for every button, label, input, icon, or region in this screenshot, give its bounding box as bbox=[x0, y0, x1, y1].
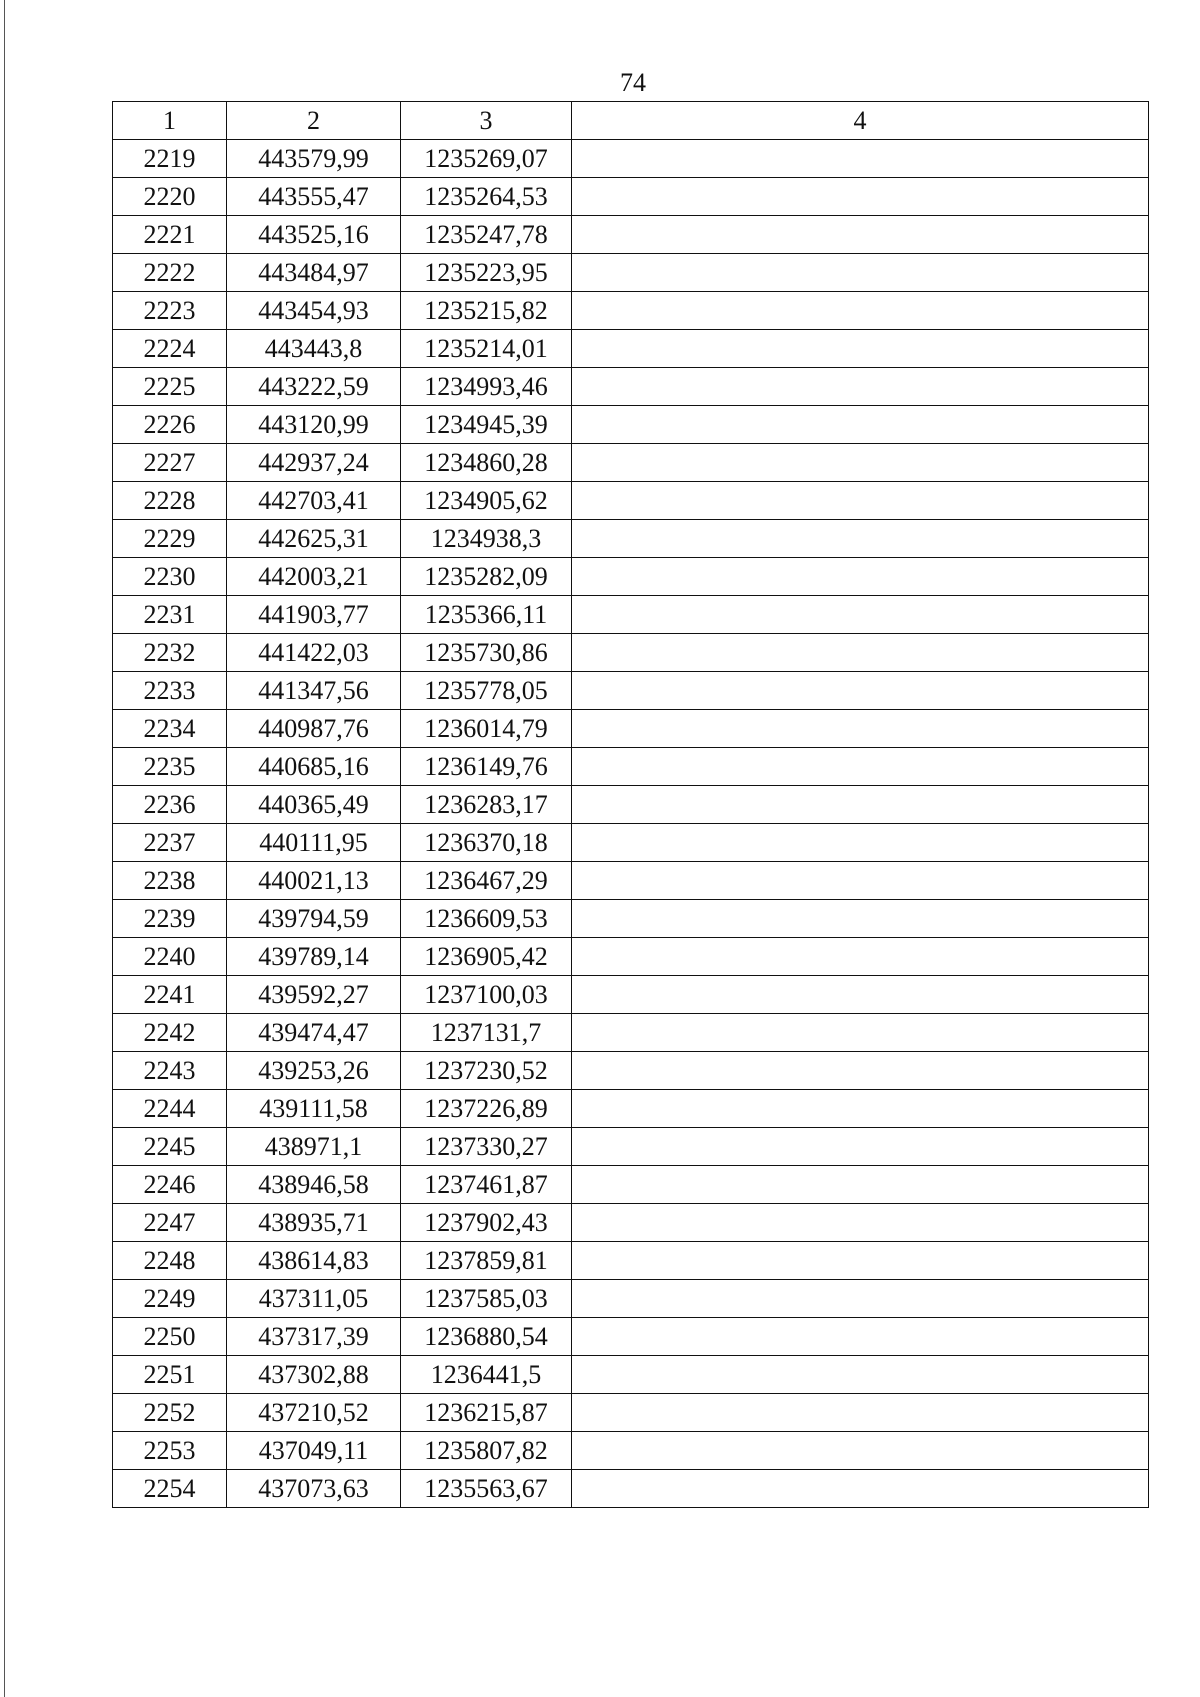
y-coordinate-cell: 1236370,18 bbox=[401, 824, 572, 862]
table-row bbox=[113, 1470, 1149, 1508]
coordinates-table bbox=[112, 101, 1149, 1508]
point-number-cell: 2246 bbox=[113, 1166, 227, 1204]
y-coordinate-cell: 1236905,42 bbox=[401, 938, 572, 976]
point-number-cell: 2243 bbox=[113, 1052, 227, 1090]
point-number-cell: 2238 bbox=[113, 862, 227, 900]
y-coordinate-cell: 1237585,03 bbox=[401, 1280, 572, 1318]
table-row bbox=[113, 824, 1149, 862]
x-coordinate-cell: 437317,39 bbox=[227, 1318, 401, 1356]
point-number-cell: 2235 bbox=[113, 748, 227, 786]
note-cell bbox=[572, 178, 1149, 216]
y-coordinate-cell: 1235807,82 bbox=[401, 1432, 572, 1470]
point-number-cell: 2242 bbox=[113, 1014, 227, 1052]
x-coordinate-cell: 443443,8 bbox=[227, 330, 401, 368]
point-number-cell: 2223 bbox=[113, 292, 227, 330]
y-coordinate-cell: 1236014,79 bbox=[401, 710, 572, 748]
point-number-cell: 2233 bbox=[113, 672, 227, 710]
y-coordinate-cell: 1234905,62 bbox=[401, 482, 572, 520]
point-number-cell: 2225 bbox=[113, 368, 227, 406]
note-cell bbox=[572, 1166, 1149, 1204]
note-cell bbox=[572, 216, 1149, 254]
point-number-cell: 2237 bbox=[113, 824, 227, 862]
y-coordinate-cell: 1236149,76 bbox=[401, 748, 572, 786]
x-coordinate-cell: 442003,21 bbox=[227, 558, 401, 596]
x-coordinate-cell: 440111,95 bbox=[227, 824, 401, 862]
x-coordinate-cell: 438971,1 bbox=[227, 1128, 401, 1166]
note-cell bbox=[572, 330, 1149, 368]
point-number-cell: 2251 bbox=[113, 1356, 227, 1394]
point-number-cell: 2222 bbox=[113, 254, 227, 292]
table-row bbox=[113, 444, 1149, 482]
note-cell bbox=[572, 1014, 1149, 1052]
column-header-3: 3 bbox=[401, 102, 572, 140]
x-coordinate-cell: 437210,52 bbox=[227, 1394, 401, 1432]
note-cell bbox=[572, 976, 1149, 1014]
point-number-cell: 2252 bbox=[113, 1394, 227, 1432]
x-coordinate-cell: 441903,77 bbox=[227, 596, 401, 634]
point-number-cell: 2224 bbox=[113, 330, 227, 368]
y-coordinate-cell: 1237226,89 bbox=[401, 1090, 572, 1128]
note-cell bbox=[572, 254, 1149, 292]
x-coordinate-cell: 442703,41 bbox=[227, 482, 401, 520]
note-cell bbox=[572, 1242, 1149, 1280]
x-coordinate-cell: 437302,88 bbox=[227, 1356, 401, 1394]
note-cell bbox=[572, 292, 1149, 330]
point-number-cell: 2227 bbox=[113, 444, 227, 482]
page-left-edge-line bbox=[4, 0, 5, 1697]
note-cell bbox=[572, 596, 1149, 634]
note-cell bbox=[572, 1432, 1149, 1470]
note-cell bbox=[572, 406, 1149, 444]
table-row bbox=[113, 1052, 1149, 1090]
point-number-cell: 2228 bbox=[113, 482, 227, 520]
x-coordinate-cell: 440021,13 bbox=[227, 862, 401, 900]
x-coordinate-cell: 439474,47 bbox=[227, 1014, 401, 1052]
note-cell bbox=[572, 1394, 1149, 1432]
point-number-cell: 2245 bbox=[113, 1128, 227, 1166]
y-coordinate-cell: 1235223,95 bbox=[401, 254, 572, 292]
table-header-row bbox=[113, 102, 1149, 140]
note-cell bbox=[572, 938, 1149, 976]
point-number-cell: 2236 bbox=[113, 786, 227, 824]
y-coordinate-cell: 1235269,07 bbox=[401, 140, 572, 178]
table-row bbox=[113, 862, 1149, 900]
table-row bbox=[113, 520, 1149, 558]
x-coordinate-cell: 438946,58 bbox=[227, 1166, 401, 1204]
note-cell bbox=[572, 1318, 1149, 1356]
table-row bbox=[113, 330, 1149, 368]
x-coordinate-cell: 440987,76 bbox=[227, 710, 401, 748]
x-coordinate-cell: 440365,49 bbox=[227, 786, 401, 824]
table-row bbox=[113, 786, 1149, 824]
note-cell bbox=[572, 1052, 1149, 1090]
table-row bbox=[113, 406, 1149, 444]
column-header-4: 4 bbox=[572, 102, 1149, 140]
x-coordinate-cell: 438614,83 bbox=[227, 1242, 401, 1280]
page-number: 74 bbox=[620, 68, 646, 97]
x-coordinate-cell: 441347,56 bbox=[227, 672, 401, 710]
table-row bbox=[113, 1242, 1149, 1280]
y-coordinate-cell: 1236467,29 bbox=[401, 862, 572, 900]
y-coordinate-cell: 1235366,11 bbox=[401, 596, 572, 634]
point-number-cell: 2230 bbox=[113, 558, 227, 596]
note-cell bbox=[572, 520, 1149, 558]
y-coordinate-cell: 1234860,28 bbox=[401, 444, 572, 482]
point-number-cell: 2226 bbox=[113, 406, 227, 444]
y-coordinate-cell: 1236441,5 bbox=[401, 1356, 572, 1394]
table-row bbox=[113, 1280, 1149, 1318]
point-number-cell: 2219 bbox=[113, 140, 227, 178]
x-coordinate-cell: 439592,27 bbox=[227, 976, 401, 1014]
x-coordinate-cell: 441422,03 bbox=[227, 634, 401, 672]
table-row bbox=[113, 558, 1149, 596]
table-row bbox=[113, 938, 1149, 976]
y-coordinate-cell: 1234993,46 bbox=[401, 368, 572, 406]
y-coordinate-cell: 1237131,7 bbox=[401, 1014, 572, 1052]
note-cell bbox=[572, 634, 1149, 672]
y-coordinate-cell: 1235563,67 bbox=[401, 1470, 572, 1508]
note-cell bbox=[572, 1128, 1149, 1166]
table-row bbox=[113, 292, 1149, 330]
note-cell bbox=[572, 748, 1149, 786]
note-cell bbox=[572, 862, 1149, 900]
y-coordinate-cell: 1235264,53 bbox=[401, 178, 572, 216]
table-row bbox=[113, 1356, 1149, 1394]
y-coordinate-cell: 1235247,78 bbox=[401, 216, 572, 254]
x-coordinate-cell: 443555,47 bbox=[227, 178, 401, 216]
table-row bbox=[113, 216, 1149, 254]
note-cell bbox=[572, 1204, 1149, 1242]
y-coordinate-cell: 1237330,27 bbox=[401, 1128, 572, 1166]
point-number-cell: 2247 bbox=[113, 1204, 227, 1242]
x-coordinate-cell: 440685,16 bbox=[227, 748, 401, 786]
x-coordinate-cell: 437311,05 bbox=[227, 1280, 401, 1318]
point-number-cell: 2244 bbox=[113, 1090, 227, 1128]
note-cell bbox=[572, 672, 1149, 710]
x-coordinate-cell: 443579,99 bbox=[227, 140, 401, 178]
point-number-cell: 2241 bbox=[113, 976, 227, 1014]
point-number-cell: 2250 bbox=[113, 1318, 227, 1356]
table-row bbox=[113, 710, 1149, 748]
x-coordinate-cell: 443454,93 bbox=[227, 292, 401, 330]
table-row bbox=[113, 1318, 1149, 1356]
note-cell bbox=[572, 786, 1149, 824]
y-coordinate-cell: 1235214,01 bbox=[401, 330, 572, 368]
note-cell bbox=[572, 1280, 1149, 1318]
point-number-cell: 2221 bbox=[113, 216, 227, 254]
y-coordinate-cell: 1237859,81 bbox=[401, 1242, 572, 1280]
column-header-2: 2 bbox=[227, 102, 401, 140]
note-cell bbox=[572, 1356, 1149, 1394]
point-number-cell: 2240 bbox=[113, 938, 227, 976]
point-number-cell: 2249 bbox=[113, 1280, 227, 1318]
point-number-cell: 2248 bbox=[113, 1242, 227, 1280]
note-cell bbox=[572, 444, 1149, 482]
point-number-cell: 2231 bbox=[113, 596, 227, 634]
x-coordinate-cell: 443484,97 bbox=[227, 254, 401, 292]
y-coordinate-cell: 1236880,54 bbox=[401, 1318, 572, 1356]
y-coordinate-cell: 1237100,03 bbox=[401, 976, 572, 1014]
x-coordinate-cell: 443525,16 bbox=[227, 216, 401, 254]
y-coordinate-cell: 1236283,17 bbox=[401, 786, 572, 824]
table-row bbox=[113, 1394, 1149, 1432]
y-coordinate-cell: 1236609,53 bbox=[401, 900, 572, 938]
x-coordinate-cell: 443222,59 bbox=[227, 368, 401, 406]
x-coordinate-cell: 439789,14 bbox=[227, 938, 401, 976]
y-coordinate-cell: 1237902,43 bbox=[401, 1204, 572, 1242]
note-cell bbox=[572, 368, 1149, 406]
y-coordinate-cell: 1234938,3 bbox=[401, 520, 572, 558]
point-number-cell: 2254 bbox=[113, 1470, 227, 1508]
x-coordinate-cell: 439794,59 bbox=[227, 900, 401, 938]
y-coordinate-cell: 1237230,52 bbox=[401, 1052, 572, 1090]
note-cell bbox=[572, 710, 1149, 748]
table-row bbox=[113, 1204, 1149, 1242]
table-row bbox=[113, 1014, 1149, 1052]
y-coordinate-cell: 1236215,87 bbox=[401, 1394, 572, 1432]
x-coordinate-cell: 442937,24 bbox=[227, 444, 401, 482]
table-row bbox=[113, 748, 1149, 786]
point-number-cell: 2232 bbox=[113, 634, 227, 672]
x-coordinate-cell: 439253,26 bbox=[227, 1052, 401, 1090]
point-number-cell: 2220 bbox=[113, 178, 227, 216]
table-row bbox=[113, 140, 1149, 178]
point-number-cell: 2239 bbox=[113, 900, 227, 938]
table-row bbox=[113, 178, 1149, 216]
column-header-1: 1 bbox=[113, 102, 227, 140]
table-row bbox=[113, 976, 1149, 1014]
note-cell bbox=[572, 558, 1149, 596]
y-coordinate-cell: 1235215,82 bbox=[401, 292, 572, 330]
point-number-cell: 2229 bbox=[113, 520, 227, 558]
table-row bbox=[113, 900, 1149, 938]
note-cell bbox=[572, 140, 1149, 178]
y-coordinate-cell: 1237461,87 bbox=[401, 1166, 572, 1204]
table-row bbox=[113, 596, 1149, 634]
y-coordinate-cell: 1235778,05 bbox=[401, 672, 572, 710]
table-row bbox=[113, 1090, 1149, 1128]
note-cell bbox=[572, 1090, 1149, 1128]
note-cell bbox=[572, 824, 1149, 862]
x-coordinate-cell: 442625,31 bbox=[227, 520, 401, 558]
note-cell bbox=[572, 482, 1149, 520]
table-row bbox=[113, 1128, 1149, 1166]
x-coordinate-cell: 443120,99 bbox=[227, 406, 401, 444]
x-coordinate-cell: 437073,63 bbox=[227, 1470, 401, 1508]
table-row bbox=[113, 1432, 1149, 1470]
y-coordinate-cell: 1235730,86 bbox=[401, 634, 572, 672]
table-row bbox=[113, 482, 1149, 520]
x-coordinate-cell: 439111,58 bbox=[227, 1090, 401, 1128]
x-coordinate-cell: 438935,71 bbox=[227, 1204, 401, 1242]
point-number-cell: 2234 bbox=[113, 710, 227, 748]
y-coordinate-cell: 1234945,39 bbox=[401, 406, 572, 444]
table-row bbox=[113, 368, 1149, 406]
note-cell bbox=[572, 900, 1149, 938]
x-coordinate-cell: 437049,11 bbox=[227, 1432, 401, 1470]
note-cell bbox=[572, 1470, 1149, 1508]
table-row bbox=[113, 254, 1149, 292]
table-row bbox=[113, 1166, 1149, 1204]
y-coordinate-cell: 1235282,09 bbox=[401, 558, 572, 596]
table-body bbox=[113, 140, 1149, 1508]
table-row bbox=[113, 634, 1149, 672]
point-number-cell: 2253 bbox=[113, 1432, 227, 1470]
table-row bbox=[113, 672, 1149, 710]
